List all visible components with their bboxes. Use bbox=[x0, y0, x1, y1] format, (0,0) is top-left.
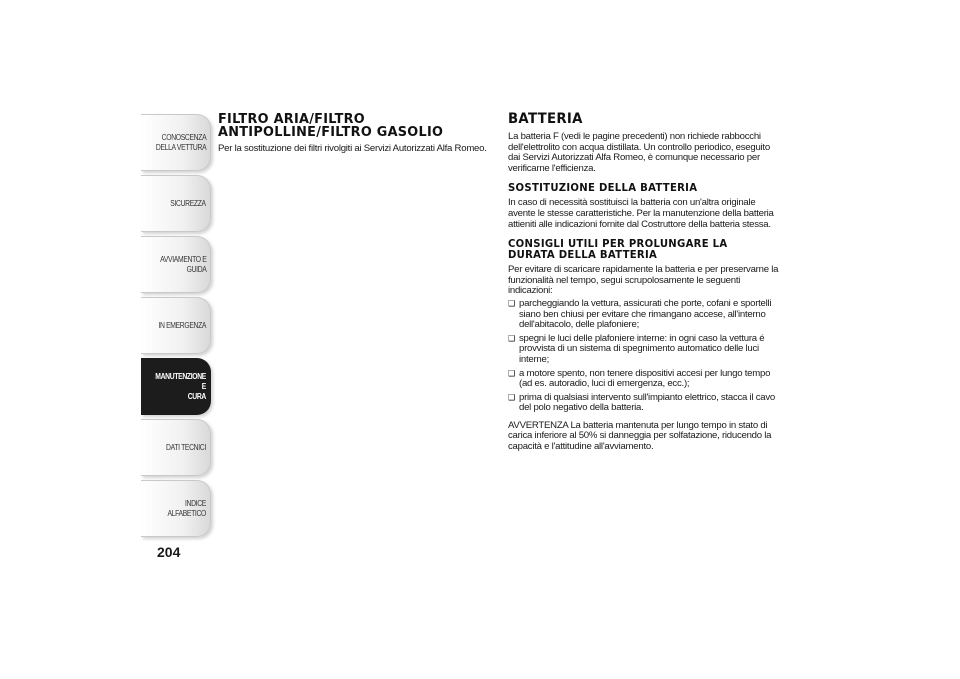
chapter-sidebar bbox=[141, 114, 211, 541]
warning-note: AVVERTENZA La batteria mantenuta per lungo tempo in stato di carica inferiore al 50% si danneggia per solfatazione, riducendo la capacità e l'attitudine all'avviamento. bbox=[508, 419, 772, 453]
tab-label: MANUTENZIONE E CURA bbox=[155, 371, 206, 401]
tab-label: DATI TECNICI bbox=[166, 442, 206, 452]
list-item: ❑ parcheggiando la vettura, assicurati che porte, cofani e sportelli siano ben chiusi per evitare che rimangano accese, all'interno dell'abitacolo, delle plafoniere; bbox=[508, 299, 783, 331]
replace-heading: SOSTITUZIONE DELLA BATTERIA bbox=[508, 182, 698, 195]
list-item: ❑ a motore spento, non tenere dispositivi accesi per lungo tempo (ad es. autoradio, luci di emergenza, ecc.); bbox=[508, 369, 783, 390]
list-item: ❑ prima di qualsiasi intervento sull'impianto elettrico, stacca il cavo del polo negativo della batteria. bbox=[508, 393, 783, 414]
list-item: ❑ spegni le luci delle plafoniere interne: in ogni caso la vettura é provvista di un sistema di spegnimento automatico delle luci interne; bbox=[508, 334, 783, 366]
tab-conoscenza-della-vettura[interactable] bbox=[141, 114, 211, 171]
tab-label: CONOSCENZA DELLA VETTURA bbox=[155, 132, 206, 152]
tab-label: SICUREZZA bbox=[170, 198, 206, 208]
tips-list bbox=[508, 299, 783, 414]
filter-body: Per la sostituzione dei filtri rivolgiti ai Servizi Autorizzati Alfa Romeo. bbox=[218, 143, 487, 154]
battery-heading: BATTERIA bbox=[508, 111, 583, 127]
battery-section bbox=[508, 113, 783, 453]
tab-in-emergenza[interactable] bbox=[141, 297, 211, 354]
filter-heading: FILTRO ARIA/FILTRO ANTIPOLLINE/FILTRO GASOLIO bbox=[218, 111, 444, 140]
tab-label: INDICE ALFABETICO bbox=[167, 498, 206, 518]
filter-section bbox=[218, 113, 492, 155]
tab-indice-alfabetico[interactable] bbox=[141, 480, 211, 537]
tab-label: IN EMERGENZA bbox=[158, 320, 206, 330]
page-number: 204 bbox=[157, 544, 181, 560]
tab-manutenzione-e-cura[interactable] bbox=[141, 358, 211, 415]
battery-intro: La batteria F (vedi le pagine precedenti) non richiede rabbocchi dell'elettrolito con acqua distillata. Un controllo periodico, eseguito dai Servizi Autorizzati Alfa Romeo, è comunque necessario per verificarne l'efficienza. bbox=[508, 131, 770, 174]
replace-body: In caso di necessità sostituisci la batteria con un'altra originale avente le stesse caratteristiche. Per la manutenzione della batteria attieniti alle indicazioni fornite dal Costruttore della batteria stessa. bbox=[508, 197, 774, 230]
tab-sicurezza[interactable] bbox=[141, 175, 211, 232]
tab-avviamento-e-guida[interactable] bbox=[141, 236, 211, 293]
tips-heading: CONSIGLI UTILI PER PROLUNGARE LA DURATA DELLA BATTERIA bbox=[508, 238, 728, 262]
tips-intro: Per evitare di scaricare rapidamente la batteria e per preservarne la funzionalità nel tempo, segui scrupolosamente le seguenti indicazioni: bbox=[508, 264, 779, 297]
tab-dati-tecnici[interactable] bbox=[141, 419, 211, 476]
tab-label: AVVIAMENTO E GUIDA bbox=[159, 254, 206, 274]
